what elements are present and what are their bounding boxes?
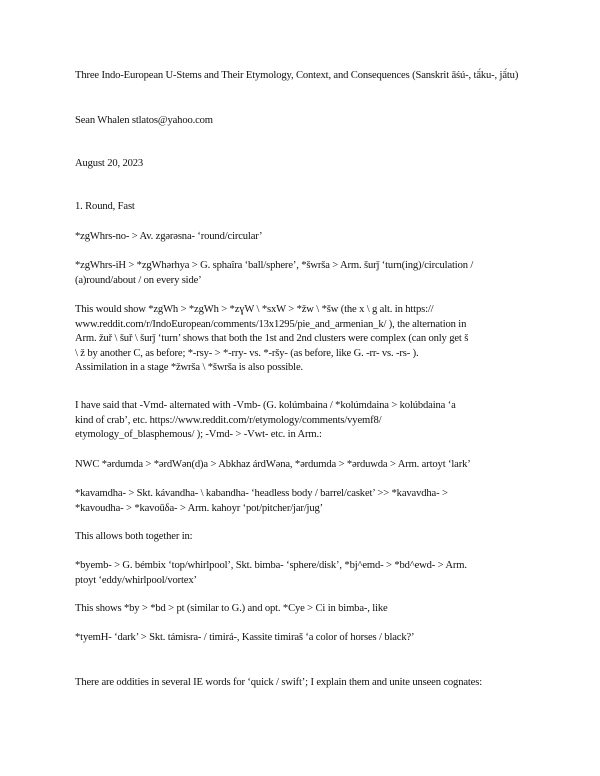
paragraph-line: etymology_of_blasphemous/ ); -Vmd- > -Vwt- etc. in Arm.: bbox=[75, 429, 322, 441]
paragraph-line: *zgWhrs-iH > *zgWhərhya > G. sphaîra ‘ball/sphere’, *šwrša > Arm. šurǰ ‘turn(ing)/circulation / bbox=[75, 260, 474, 271]
paragraph-p1 bbox=[75, 230, 527, 245]
paragraph-line: Assimilation in a stage *žwrša \ *šwrša is also possible. bbox=[75, 362, 304, 374]
paragraph-line: ptoyt ‘eddy/whirlpool/vortex’ bbox=[75, 574, 197, 586]
paragraph-line: kind of crab’, etc. https://www.reddit.com/r/etymology/comments/vyemf8/ bbox=[75, 414, 382, 426]
section-heading-text: 1. Round, Fast bbox=[75, 201, 135, 212]
author-name: Sean Whalen bbox=[75, 115, 130, 126]
paragraph-line: NWC *ərdumda > *ərdWən(d)a > Abkhaz árdWəna, *ərdumda > *ərduwda > Arm. artoyt ‘lark’ bbox=[75, 459, 471, 470]
paragraph-p5 bbox=[75, 458, 527, 473]
paragraph-line: There are oddities in several IE words for ‘quick / swift’; I explain them and unite unseen bbox=[75, 677, 441, 688]
paragraph-line: This would show *zgWh > *zgWh > *zɣW \ *sxW > *žw \ *šw (the x \ g alt. in https:// bbox=[75, 304, 434, 315]
paragraph-line: *byemb- > G. bémbix ‘top/whirlpool’, Skt. bimba- ‘sphere/disk’, *bj^emd- > *bd^ewd- > Arm. bbox=[75, 560, 467, 571]
paragraph-line: cognates: bbox=[443, 677, 482, 688]
title-line-1: Three Indo-European U-Stems and Their Etymology, Context, and Consequences (Sanskrit āśú-, bbox=[75, 70, 472, 81]
paragraph-p2 bbox=[75, 259, 527, 288]
paragraph-p9 bbox=[75, 602, 527, 617]
date-text: August 20, 2023 bbox=[75, 158, 144, 169]
title-line-2: tā́ku-, jā́tu) bbox=[473, 70, 519, 81]
paragraph-p4 bbox=[75, 399, 527, 443]
paragraph-line: This allows both together in: bbox=[75, 531, 193, 542]
section-heading bbox=[75, 200, 527, 215]
paragraph-line: *zgWhrs-no- > Av. zgərəsna- ‘round/circular’ bbox=[75, 231, 263, 242]
paragraph-p6 bbox=[75, 487, 527, 516]
publication-date bbox=[75, 157, 527, 172]
paragraph-line: I have said that -Vmd- alternated with -Vmb- (G. kolúmbaina / *kolúmdaina > kolúbdaina ‘a bbox=[75, 400, 456, 411]
author-block bbox=[75, 114, 527, 129]
paragraph-p10 bbox=[75, 631, 527, 646]
paragraph-p8 bbox=[75, 559, 527, 588]
paragraph-line: *kavoudha- > *kavoūδa- > Arm. kahoyr ‘pot/pitcher/jar/jug’ bbox=[75, 502, 324, 514]
paper-title bbox=[75, 69, 527, 84]
paragraph-p11 bbox=[75, 676, 527, 691]
paragraph-line: Arm. žuř \ šuř \ šurǰ ‘turn’ shows that both the 1st and 2nd clusters were complex (can only get š bbox=[75, 333, 469, 345]
paragraph-line: (a)round/about / on every side’ bbox=[75, 274, 202, 286]
paragraph-line: *tyemH- ‘dark’ > Skt. támisra- / timirá-, Kassite timiraš ‘a color of horses / black?’ bbox=[75, 632, 415, 643]
paragraph-line: *kavamdha- > Skt. kávandha- \ kabandha- ‘headless body / barrel/casket’ >> *kavavdha- > bbox=[75, 488, 448, 499]
paragraph-p3 bbox=[75, 303, 527, 376]
paragraph-p7 bbox=[75, 530, 527, 545]
author-email: stlatos@yahoo.com bbox=[131, 115, 213, 126]
paragraph-line: This shows *by > *bd > pt (similar to G.) and opt. *Cye > Ci in bimba-, like bbox=[75, 603, 388, 614]
paragraph-line: www.reddit.com/r/IndoEuropean/comments/13x1295/pie_and_armenian_k/ ), the alternation in bbox=[75, 318, 467, 330]
paragraph-line: \ ž by another C, as before; *-rsy- > *-rry- vs. *-ršy- (as before, like G. -rr- vs. -rs- ). bbox=[75, 347, 419, 359]
